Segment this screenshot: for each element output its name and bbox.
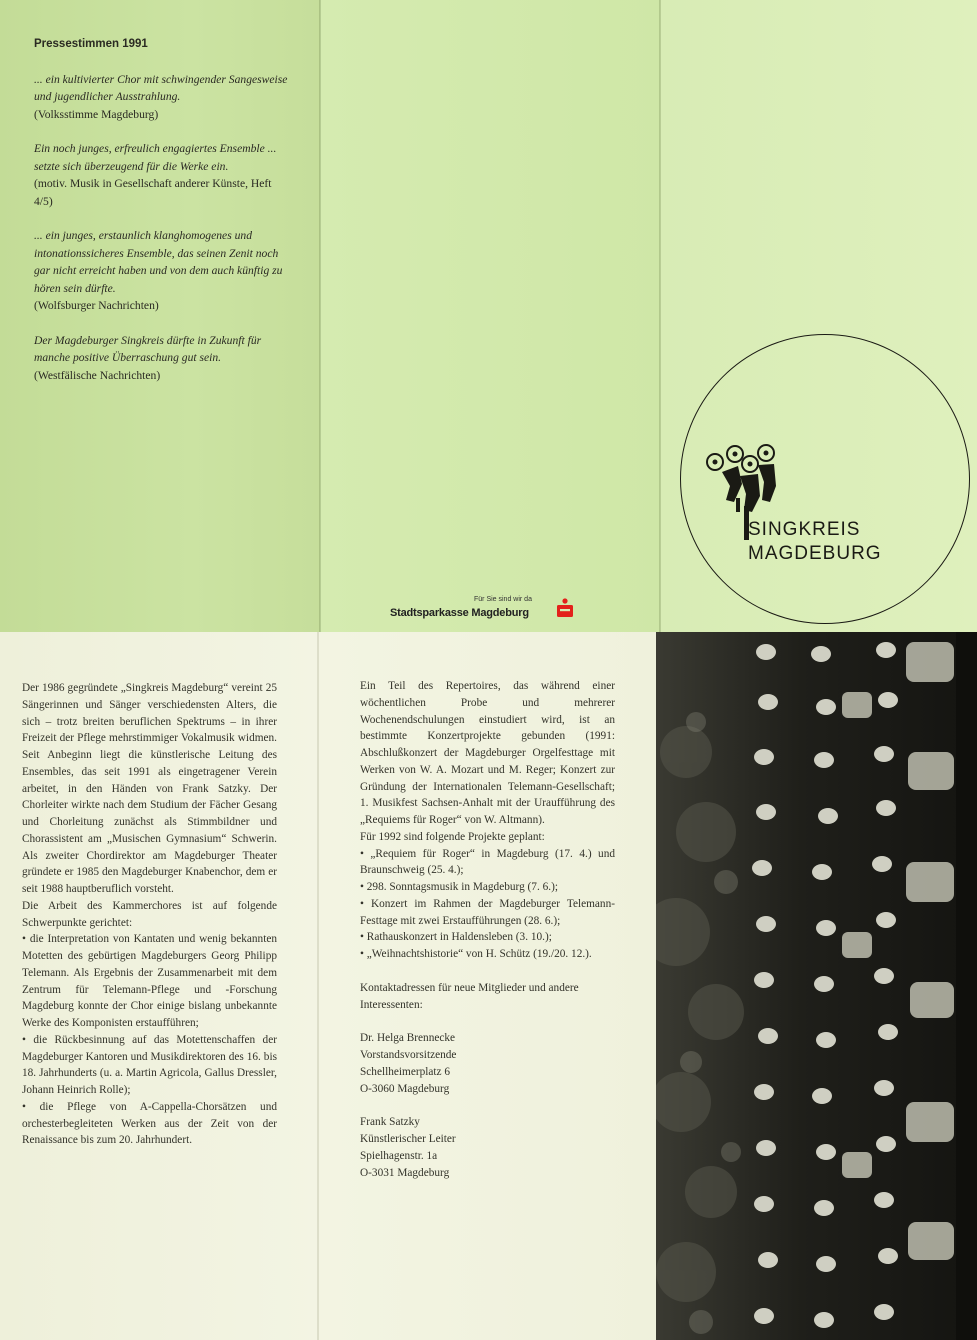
contact-city: O-3031 Magdeburg: [360, 1166, 450, 1179]
paragraph: Der 1986 gegründete „Singkreis Magdeburg“ vereint 25 Sängerinnen und Sänger verschiedensten Alters, die sich – trotz breiten beruflichen Spektrums – in ihrer Freizeit der Pflege mehrstimmiger Vokalmusik widmen. Seit Anbeginn liegt die künstlerische Leitung des Ensembles, das seit 1991 als eingetragener Verein arbeitet, in den Händen von Frank Satzky. Der Chorleiter wirkte nach dem Studium der Fächer Gesang und Chorleitung zunächst als Stimmbildner und Chorassistent am „Musischen Gymnasium“ Schwerin. Als zweiter Chordirektor am Magdeburger Theater gründete er 1985 den Magdeburger Knabenchor, dem er seit 1988 hauptberuflich vorsteht.: [22, 682, 277, 895]
paragraph: Ein Teil des Repertoires, das während einer wöchentlichen Probe und mehrerer Wochenendschulungen einstudiert wird, ist an bestimmte Konzertprojekte gebunden (1991: Abschlußkonzert der Magdeburger Orgelfesttage mit Werken von W. A. Mozart und M. Reger; Konzert zur Gründung der Internationalen Telemann-Gesellschaft; 1. Musikfest Sachsen-Anhalt mit der Uraufführung des „Requiems für Roger“ von W. Altmann).: [360, 680, 615, 826]
list-item: • die Pflege von A-Cappella-Chorsätzen und orchesterbegleiteten Werken aus der Zeit von der Renaissance bis zum 20. Jahrhundert.: [22, 1100, 277, 1147]
list-item: • „Requiem für Roger“ in Magdeburg (17. 4.) und Braunschweig (25. 4.);: [360, 847, 615, 877]
back-panel: [320, 0, 660, 632]
quote-text: Ein noch junges, erfreulich engagiertes Ensemble ... setzte sich überzeugend für die Werke ein.: [34, 142, 277, 173]
contact-address: [360, 1114, 615, 1181]
press-title: Pressestimmen 1991: [34, 38, 148, 50]
sponsor-name: Stadtsparkasse Magdeburg: [390, 607, 529, 619]
press-quote: [34, 332, 289, 385]
contact-city: O-3060 Magdeburg: [360, 1082, 450, 1095]
list-item: • 298. Sonntagsmusik in Magdeburg (7. 6.);: [360, 881, 558, 893]
list-item: • Konzert im Rahmen der Magdeburger Telemann-Festtage mit zwei Erstaufführungen (28. 6.);: [360, 897, 615, 927]
contact-role: Künstlerischer Leiter: [360, 1133, 456, 1145]
choir-logo-text: [748, 518, 882, 566]
press-quote: [34, 71, 289, 124]
fold-line: [319, 0, 321, 632]
contact-name: Dr. Helga Brennecke: [360, 1032, 456, 1045]
contact-name: Frank Satzky: [360, 1116, 420, 1129]
fold-line: [659, 0, 661, 632]
contact-street: Spielhagenstr. 1a: [360, 1149, 438, 1162]
press-reviews: [34, 36, 289, 401]
fold-line: [317, 632, 319, 1340]
sparkasse-logo-icon: [556, 598, 574, 618]
quote-source: (Westfälische Nachrichten): [34, 368, 161, 382]
quote-text: ... ein kultivierter Chor mit schwingender Sangesweise und jugendlicher Ausstrahlung.: [34, 72, 288, 103]
list-item: • „Weihnachtshistorie“ von H. Schütz (19./20. 12.).: [360, 948, 592, 960]
contact-address: [360, 1030, 615, 1097]
quote-source: (Wolfsburger Nachrichten): [34, 299, 159, 312]
contact-street: Schellheimerplatz 6: [360, 1065, 451, 1078]
paragraph: Die Arbeit des Kammerchores ist auf folgende Schwerpunkte gerichtet:: [22, 899, 277, 929]
press-quote: [34, 227, 289, 315]
paragraph: Für 1992 sind folgende Projekte geplant:: [360, 830, 545, 843]
repertoire-text: [360, 678, 615, 1181]
quote-source: (motiv. Musik in Gesellschaft anderer Künste, Heft 4/5): [34, 177, 272, 208]
contact-intro: Kontaktadressen für neue Mitglieder und andere Interessenten:: [360, 981, 579, 1011]
logo-line-magdeburg: MAGDEBURG: [748, 543, 882, 564]
quote-text: Der Magdeburger Singkreis dürfte in Zukunft für manche positive Überraschung gut sein.: [34, 333, 262, 364]
sponsor-tagline: Für Sie sind wir da: [474, 596, 532, 603]
choir-history-text: [22, 680, 277, 1149]
list-item: • Rathauskonzert in Haldensleben (3. 10.);: [360, 931, 552, 944]
choir-group-photo: [656, 632, 977, 1340]
list-item: • die Rückbesinnung auf das Motettenschaffen der Magdeburger Kantoren und Musikdirektoren des 16. bis 18. Jahrhunderts (u. a. Martin Agricola, Gallus Dressler, Johann Heinrich Rolle);: [22, 1033, 277, 1096]
contact-role: Vorstandsvorsitzende: [360, 1049, 457, 1061]
logo-line-singkreis: SINGKREIS: [748, 519, 861, 540]
leaflet-outer-side: [0, 0, 977, 632]
quote-source: (Volksstimme Magdeburg): [34, 107, 159, 121]
leaflet-inner-side: [0, 632, 977, 1340]
quote-text: ... ein junges, erstaunlich klanghomogenes und intonationssicheres Ensemble, das seinen Zenit noch gar nicht erreicht haben und von dem auch künftig zu hören sein dürfte.: [34, 229, 283, 295]
press-quote: [34, 140, 289, 210]
list-item: • die Interpretation von Kantaten und wenig bekannten Motetten des gebürtigen Magdeburgers Georg Philipp Telemann. Als Ergebnis der Zusammenarbeit mit dem Zentrum für Telemann-Pflege und -Forschung Magdeburg konnte der Chor einige bislang unbekannte Werke des Komponisten erstaufführen;: [22, 933, 277, 1029]
